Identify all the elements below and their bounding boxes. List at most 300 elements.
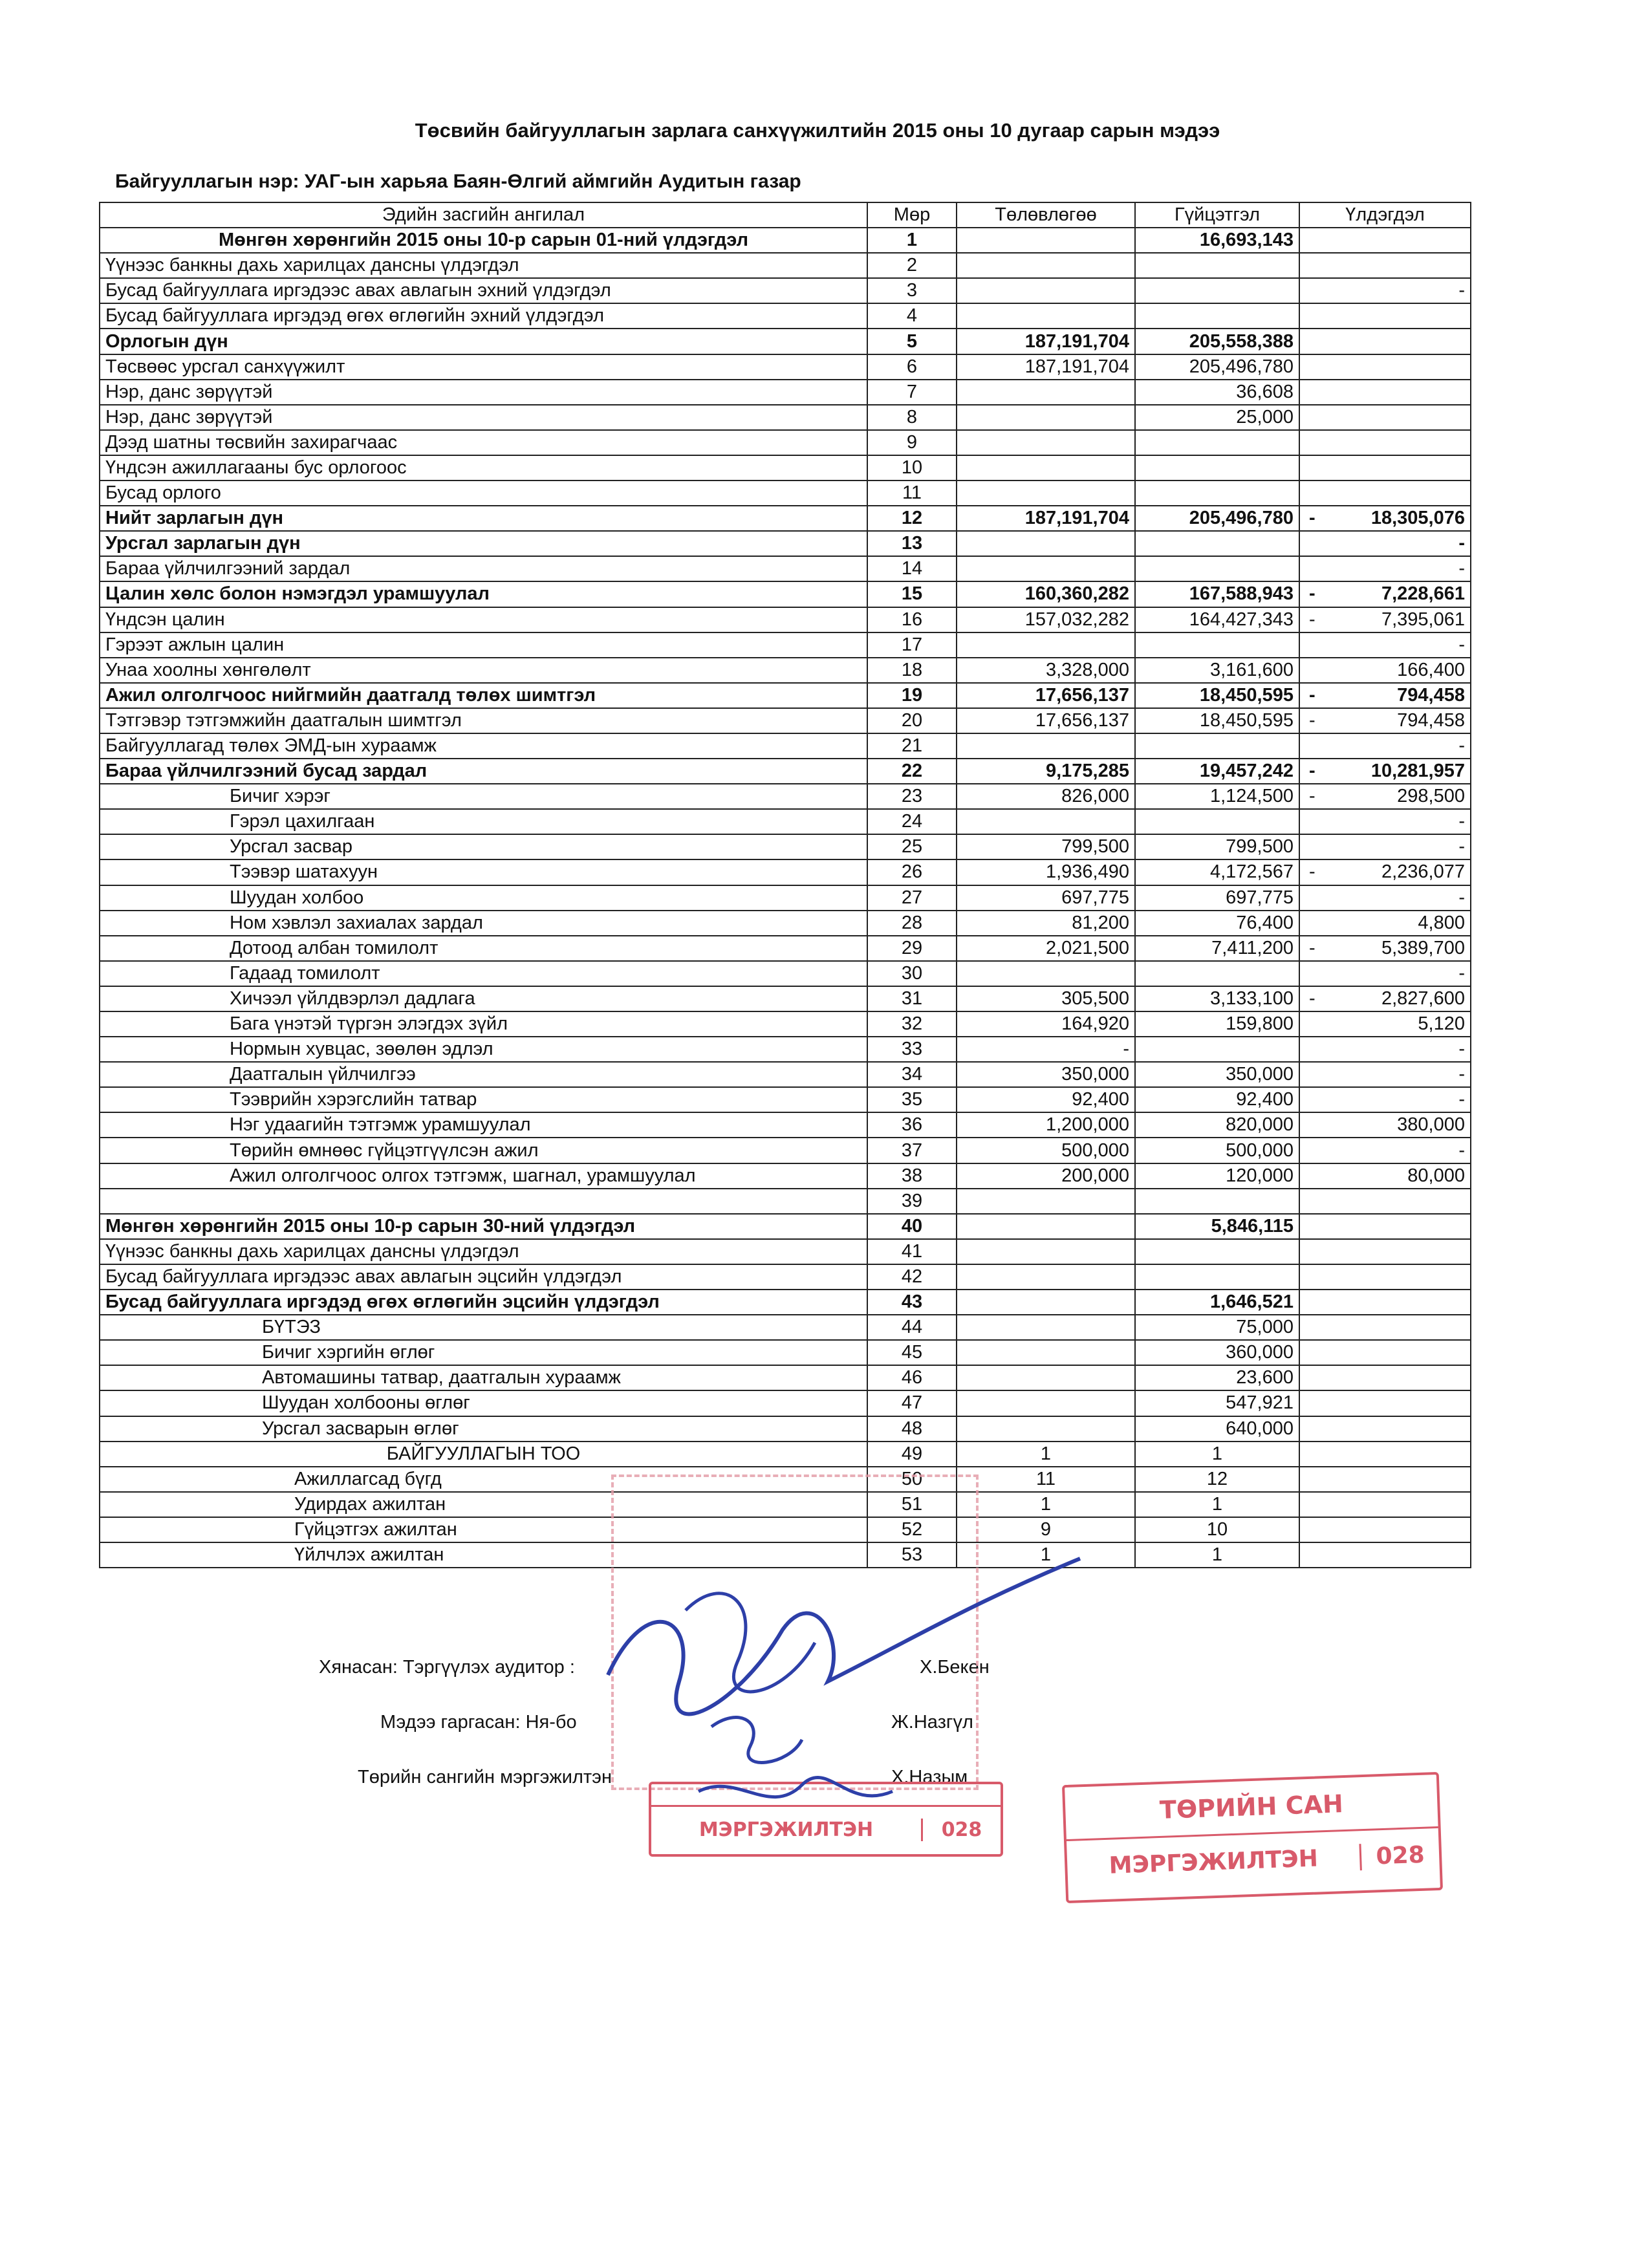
- stamp-large-top: ТӨРИЙН САН: [1159, 1789, 1344, 1824]
- table-row: [100, 809, 1471, 834]
- row-remainder: [1299, 986, 1471, 1011]
- row-category: Урсгал засвар: [100, 834, 867, 859]
- row-category: БҮТЭЗ: [100, 1315, 867, 1340]
- row-actual: 164,427,343: [1135, 607, 1299, 632]
- row-category: Автомашины татвар, даатгалын хураамж: [100, 1365, 867, 1390]
- row-number: 45: [867, 1340, 957, 1365]
- remainder-value: 7,395,061: [1381, 609, 1465, 630]
- remainder-value: -: [1458, 735, 1465, 757]
- table-row: [100, 936, 1471, 961]
- handwritten-signatures: [569, 1513, 1099, 1850]
- row-remainder: [1299, 253, 1471, 278]
- row-plan: [957, 253, 1135, 278]
- remainder-negative-mark: -: [1309, 684, 1316, 706]
- remainder-value: 10,281,957: [1370, 761, 1465, 782]
- row-number: 52: [867, 1517, 957, 1542]
- row-category: Нэр, данс зөрүүтэй: [100, 380, 867, 405]
- row-remainder: [1299, 708, 1471, 733]
- row-actual: 3,161,600: [1135, 658, 1299, 683]
- row-number: 44: [867, 1315, 957, 1340]
- row-remainder: [1299, 1189, 1471, 1214]
- row-category: Үндсэн цалин: [100, 607, 867, 632]
- table-row: [100, 1189, 1471, 1214]
- table-row: [100, 380, 1471, 405]
- row-category: Төрийн өмнөөс гүйцэтгүүлсэн ажил: [100, 1138, 867, 1163]
- row-plan: 200,000: [957, 1163, 1135, 1189]
- row-number: 39: [867, 1189, 957, 1214]
- header-plan: Төлөвлөгөө: [957, 202, 1135, 228]
- row-remainder: [1299, 581, 1471, 607]
- row-category: Урсгал засварын өглөг: [100, 1416, 867, 1442]
- remainder-value: -: [1458, 811, 1465, 832]
- row-remainder: [1299, 405, 1471, 430]
- row-plan: 81,200: [957, 911, 1135, 936]
- row-remainder: [1299, 531, 1471, 556]
- expense-table: [99, 202, 1471, 1568]
- row-remainder: [1299, 278, 1471, 303]
- row-category: БАЙГУУЛЛАГЫН ТОО: [100, 1442, 867, 1467]
- row-plan: 17,656,137: [957, 683, 1135, 708]
- row-actual: [1135, 1239, 1299, 1264]
- table-row: [100, 834, 1471, 859]
- remainder-negative-mark: -: [1309, 508, 1316, 529]
- row-category: Тээврийн хэрэгслийн татвар: [100, 1087, 867, 1112]
- row-actual: [1135, 481, 1299, 506]
- row-remainder: [1299, 228, 1471, 253]
- row-number: 53: [867, 1542, 957, 1568]
- row-number: 13: [867, 531, 957, 556]
- row-number: 26: [867, 859, 957, 885]
- remainder-value: -: [1458, 1064, 1465, 1085]
- row-actual: 1,124,500: [1135, 784, 1299, 809]
- row-number: 28: [867, 911, 957, 936]
- row-remainder: [1299, 303, 1471, 329]
- table-row: [100, 1315, 1471, 1340]
- row-plan: [957, 1290, 1135, 1315]
- row-actual: 159,800: [1135, 1011, 1299, 1037]
- remainder-value: 5,389,700: [1381, 937, 1465, 958]
- table-row: [100, 506, 1471, 531]
- row-number: 5: [867, 329, 957, 354]
- row-number: 46: [867, 1365, 957, 1390]
- row-plan: [957, 1390, 1135, 1416]
- header-remainder: Үлдэгдэл: [1299, 202, 1471, 228]
- row-number: 12: [867, 506, 957, 531]
- row-actual: 5,846,115: [1135, 1214, 1299, 1239]
- row-plan: [957, 455, 1135, 481]
- row-actual: 205,496,780: [1135, 354, 1299, 380]
- row-actual: [1135, 1264, 1299, 1290]
- row-plan: 799,500: [957, 834, 1135, 859]
- remainder-value: 7,228,661: [1381, 583, 1465, 605]
- table-row: [100, 1340, 1471, 1365]
- row-number: 50: [867, 1467, 957, 1492]
- row-remainder: [1299, 759, 1471, 784]
- row-category: Бичиг хэргийн өглөг: [100, 1340, 867, 1365]
- row-actual: [1135, 531, 1299, 556]
- row-category: Бусад байгууллага иргэдээс авах авлагын эхний үлдэгдэл: [100, 278, 867, 303]
- table-row: [100, 961, 1471, 986]
- table-row: [100, 1442, 1471, 1467]
- report-title: Төсвийн байгууллагын зарлага санхүүжилтийн 2015 оны 10 дугаар сарын мэдээ: [415, 119, 1220, 142]
- table-row: [100, 658, 1471, 683]
- row-number: 48: [867, 1416, 957, 1442]
- row-plan: [957, 380, 1135, 405]
- remainder-value: -: [1458, 558, 1465, 579]
- row-actual: [1135, 632, 1299, 658]
- row-category: Ажил олголгчоос нийгмийн даатгалд төлөх шимтгэл: [100, 683, 867, 708]
- table-row: [100, 1365, 1471, 1390]
- row-category: Дээд шатны төсвийн захирагчаас: [100, 430, 867, 455]
- row-remainder: [1299, 1037, 1471, 1062]
- table-row: [100, 581, 1471, 607]
- table-row: [100, 1062, 1471, 1087]
- row-remainder: [1299, 1062, 1471, 1087]
- row-number: 17: [867, 632, 957, 658]
- row-remainder: [1299, 1264, 1471, 1290]
- remainder-value: -: [1458, 533, 1465, 554]
- row-number: 29: [867, 936, 957, 961]
- row-remainder: [1299, 784, 1471, 809]
- row-remainder: [1299, 1214, 1471, 1239]
- row-actual: 350,000: [1135, 1062, 1299, 1087]
- row-actual: 1: [1135, 1442, 1299, 1467]
- row-plan: 17,656,137: [957, 708, 1135, 733]
- row-category: Байгууллагад төлөх ЭМД-ын хураамж: [100, 733, 867, 759]
- row-plan: 9,175,285: [957, 759, 1135, 784]
- remainder-negative-mark: -: [1309, 609, 1316, 630]
- row-remainder: [1299, 733, 1471, 759]
- row-actual: 640,000: [1135, 1416, 1299, 1442]
- row-category: Гэрэл цахилгаан: [100, 809, 867, 834]
- row-plan: [957, 278, 1135, 303]
- row-remainder: [1299, 1112, 1471, 1138]
- row-category: Нийт зарлагын дүн: [100, 506, 867, 531]
- row-number: 15: [867, 581, 957, 607]
- row-category: Үндсэн ажиллагааны бус орлогоос: [100, 455, 867, 481]
- row-remainder: [1299, 1087, 1471, 1112]
- row-plan: 1,200,000: [957, 1112, 1135, 1138]
- row-remainder: [1299, 455, 1471, 481]
- row-actual: 36,608: [1135, 380, 1299, 405]
- row-category: Ажил олголгчоос олгох тэтгэмж, шагнал, урамшуулал: [100, 1163, 867, 1189]
- row-actual: 16,693,143: [1135, 228, 1299, 253]
- row-actual: 820,000: [1135, 1112, 1299, 1138]
- table-row: [100, 531, 1471, 556]
- row-number: 19: [867, 683, 957, 708]
- row-plan: 160,360,282: [957, 581, 1135, 607]
- treasury-stamp-large: [1062, 1772, 1443, 1903]
- row-number: 51: [867, 1492, 957, 1517]
- row-category: Мөнгөн хөрөнгийн 2015 оны 10-р сарын 01-ний үлдэгдэл: [100, 228, 867, 253]
- row-category: Бичиг хэрэг: [100, 784, 867, 809]
- table-row: [100, 1390, 1471, 1416]
- row-plan: [957, 809, 1135, 834]
- row-remainder: [1299, 1163, 1471, 1189]
- row-plan: 92,400: [957, 1087, 1135, 1112]
- row-remainder: [1299, 354, 1471, 380]
- row-remainder: [1299, 1517, 1471, 1542]
- row-category: Удирдах ажилтан: [100, 1492, 867, 1517]
- table-row: [100, 354, 1471, 380]
- stamp-small-title: МЭРГЭЖИЛТЭН: [698, 1818, 874, 1841]
- row-actual: 7,411,200: [1135, 936, 1299, 961]
- table-row: [100, 759, 1471, 784]
- row-actual: [1135, 455, 1299, 481]
- row-remainder: [1299, 809, 1471, 834]
- remainder-negative-mark: -: [1309, 988, 1316, 1009]
- table-row: [100, 885, 1471, 911]
- row-actual: 697,775: [1135, 885, 1299, 911]
- row-plan: 157,032,282: [957, 607, 1135, 632]
- row-category: Шуудан холбоо: [100, 885, 867, 911]
- table-row: [100, 1112, 1471, 1138]
- row-actual: 205,496,780: [1135, 506, 1299, 531]
- remainder-negative-mark: -: [1309, 786, 1316, 807]
- row-number: 3: [867, 278, 957, 303]
- row-plan: 826,000: [957, 784, 1135, 809]
- row-actual: 12: [1135, 1467, 1299, 1492]
- row-number: 6: [867, 354, 957, 380]
- row-number: 42: [867, 1264, 957, 1290]
- table-row: [100, 1214, 1471, 1239]
- row-category: Цалин хөлс болон нэмэгдэл урамшуулал: [100, 581, 867, 607]
- remainder-negative-mark: -: [1309, 583, 1316, 605]
- header-category: Эдийн засгийн ангилал: [100, 202, 867, 228]
- row-actual: [1135, 303, 1299, 329]
- row-plan: 1: [957, 1492, 1135, 1517]
- row-number: 27: [867, 885, 957, 911]
- row-plan: [957, 1239, 1135, 1264]
- row-remainder: [1299, 329, 1471, 354]
- row-actual: [1135, 1037, 1299, 1062]
- row-actual: [1135, 556, 1299, 581]
- row-plan: [957, 1315, 1135, 1340]
- row-actual: 10: [1135, 1517, 1299, 1542]
- row-actual: 92,400: [1135, 1087, 1299, 1112]
- reviewer-role: Хянасан: Тэргүүлэх аудитор :: [319, 1657, 575, 1678]
- table-row: [100, 430, 1471, 455]
- row-remainder: [1299, 936, 1471, 961]
- row-category: Тэтгэвэр тэтгэмжийн даатгалын шимтгэл: [100, 708, 867, 733]
- preparer-name: Ж.Назгүл: [891, 1712, 973, 1733]
- treasury-role: Төрийн сангийн мэргэжилтэн: [358, 1767, 612, 1787]
- row-actual: 360,000: [1135, 1340, 1299, 1365]
- row-actual: [1135, 733, 1299, 759]
- remainder-value: 298,500: [1397, 786, 1465, 807]
- row-category: Ажиллагсад бүгд: [100, 1467, 867, 1492]
- row-category: Унаа хоолны хөнгөлөлт: [100, 658, 867, 683]
- row-actual: 120,000: [1135, 1163, 1299, 1189]
- row-number: 35: [867, 1087, 957, 1112]
- row-remainder: [1299, 1467, 1471, 1492]
- row-remainder: [1299, 1416, 1471, 1442]
- row-category: Гүйцэтгэх ажилтан: [100, 1517, 867, 1542]
- row-remainder: [1299, 1542, 1471, 1568]
- row-category: [100, 1189, 867, 1214]
- row-actual: 547,921: [1135, 1390, 1299, 1416]
- remainder-value: 380,000: [1397, 1114, 1465, 1136]
- row-number: 14: [867, 556, 957, 581]
- row-category: Урсгал зарлагын дүн: [100, 531, 867, 556]
- row-category: Нэг удаагийн тэтгэмж урамшуулал: [100, 1112, 867, 1138]
- row-plan: [957, 1189, 1135, 1214]
- row-actual: 1: [1135, 1492, 1299, 1517]
- row-plan: [957, 1214, 1135, 1239]
- row-plan: [957, 1264, 1135, 1290]
- row-remainder: [1299, 961, 1471, 986]
- preparer-role: Мэдээ гаргасан: Ня-бо: [380, 1712, 577, 1733]
- row-remainder: [1299, 1390, 1471, 1416]
- row-category: Төсвөөс урсгал санхүүжилт: [100, 354, 867, 380]
- row-plan: [957, 1340, 1135, 1365]
- row-plan: 3,328,000: [957, 658, 1135, 683]
- table-row: [100, 1163, 1471, 1189]
- row-category: Бараа үйлчилгээний зардал: [100, 556, 867, 581]
- stamp-large-title: МЭРГЭЖИЛТЭН: [1109, 1844, 1319, 1879]
- table-row: [100, 303, 1471, 329]
- row-plan: 164,920: [957, 1011, 1135, 1037]
- row-plan: 2,021,500: [957, 936, 1135, 961]
- row-actual: 25,000: [1135, 405, 1299, 430]
- row-plan: [957, 1416, 1135, 1442]
- row-plan: 9: [957, 1517, 1135, 1542]
- row-plan: 305,500: [957, 986, 1135, 1011]
- row-category: Нэр, данс зөрүүтэй: [100, 405, 867, 430]
- table-row: [100, 253, 1471, 278]
- row-category: Бусад орлого: [100, 481, 867, 506]
- table-row: [100, 784, 1471, 809]
- row-category: Шуудан холбооны өглөг: [100, 1390, 867, 1416]
- row-number: 23: [867, 784, 957, 809]
- row-remainder: [1299, 430, 1471, 455]
- row-category: Гадаад томилолт: [100, 961, 867, 986]
- row-actual: 167,588,943: [1135, 581, 1299, 607]
- remainder-value: -: [1458, 1089, 1465, 1110]
- row-actual: 1: [1135, 1542, 1299, 1568]
- row-number: 30: [867, 961, 957, 986]
- row-plan: 11: [957, 1467, 1135, 1492]
- remainder-value: 794,458: [1397, 709, 1465, 731]
- table-row: [100, 1011, 1471, 1037]
- row-plan: [957, 531, 1135, 556]
- row-number: 8: [867, 405, 957, 430]
- row-remainder: [1299, 911, 1471, 936]
- table-row: [100, 1264, 1471, 1290]
- row-remainder: [1299, 859, 1471, 885]
- row-category: Даатгалын үйлчилгээ: [100, 1062, 867, 1087]
- row-category: Үүнээс банкны дахь харилцах дансны үлдэгдэл: [100, 253, 867, 278]
- table-body: [100, 228, 1471, 1568]
- remainder-value: 18,305,076: [1370, 508, 1465, 529]
- table-row: [100, 1087, 1471, 1112]
- remainder-negative-mark: -: [1309, 709, 1316, 731]
- row-category: Үйлчлэх ажилтан: [100, 1542, 867, 1568]
- row-number: 38: [867, 1163, 957, 1189]
- row-actual: [1135, 253, 1299, 278]
- row-number: 2: [867, 253, 957, 278]
- remainder-value: 2,236,077: [1381, 861, 1465, 883]
- row-number: 34: [867, 1062, 957, 1087]
- row-actual: [1135, 1189, 1299, 1214]
- row-number: 10: [867, 455, 957, 481]
- row-plan: 500,000: [957, 1138, 1135, 1163]
- stamp-large-code: 028: [1359, 1841, 1439, 1870]
- table-row: [100, 607, 1471, 632]
- row-remainder: [1299, 380, 1471, 405]
- row-actual: 76,400: [1135, 911, 1299, 936]
- row-remainder: [1299, 1239, 1471, 1264]
- table-row: [100, 481, 1471, 506]
- row-category: Бусад байгууллага иргэдэд өгөх өглөгийн эхний үлдэгдэл: [100, 303, 867, 329]
- row-remainder: [1299, 632, 1471, 658]
- row-remainder: [1299, 683, 1471, 708]
- row-actual: [1135, 430, 1299, 455]
- row-actual: 1,646,521: [1135, 1290, 1299, 1315]
- row-category: Гэрээт ажлын цалин: [100, 632, 867, 658]
- row-remainder: [1299, 1365, 1471, 1390]
- row-number: 47: [867, 1390, 957, 1416]
- row-category: Бараа үйлчилгээний бусад зардал: [100, 759, 867, 784]
- row-number: 31: [867, 986, 957, 1011]
- row-plan: [957, 632, 1135, 658]
- row-remainder: [1299, 1011, 1471, 1037]
- row-actual: 23,600: [1135, 1365, 1299, 1390]
- table-row: [100, 683, 1471, 708]
- row-number: 25: [867, 834, 957, 859]
- row-remainder: [1299, 607, 1471, 632]
- row-number: 20: [867, 708, 957, 733]
- table-row: [100, 278, 1471, 303]
- row-remainder: [1299, 658, 1471, 683]
- remainder-value: -: [1458, 887, 1465, 908]
- row-plan: [957, 733, 1135, 759]
- row-plan: [957, 405, 1135, 430]
- row-number: 37: [867, 1138, 957, 1163]
- remainder-value: 166,400: [1397, 659, 1465, 680]
- row-remainder: [1299, 1290, 1471, 1315]
- row-actual: 4,172,567: [1135, 859, 1299, 885]
- row-actual: 18,450,595: [1135, 708, 1299, 733]
- table-row: [100, 986, 1471, 1011]
- row-remainder: [1299, 1442, 1471, 1467]
- row-plan: [957, 556, 1135, 581]
- row-actual: 19,457,242: [1135, 759, 1299, 784]
- table-row: [100, 556, 1471, 581]
- row-remainder: [1299, 506, 1471, 531]
- row-category: Хичээл үйлдвэрлэл дадлага: [100, 986, 867, 1011]
- row-category: Нормын хувцас, зөөлөн эдлэл: [100, 1037, 867, 1062]
- table-row: [100, 1138, 1471, 1163]
- remainder-value: 5,120: [1418, 1013, 1465, 1035]
- row-number: 21: [867, 733, 957, 759]
- table-row: [100, 228, 1471, 253]
- row-number: 40: [867, 1214, 957, 1239]
- row-category: Бусад байгууллага иргэдээс авах авлагын эцсийн үлдэгдэл: [100, 1264, 867, 1290]
- table-row: [100, 1037, 1471, 1062]
- row-number: 1: [867, 228, 957, 253]
- row-actual: 75,000: [1135, 1315, 1299, 1340]
- row-number: 16: [867, 607, 957, 632]
- row-remainder: [1299, 1492, 1471, 1517]
- row-plan: 187,191,704: [957, 329, 1135, 354]
- row-actual: 3,133,100: [1135, 986, 1299, 1011]
- remainder-value: -: [1458, 1039, 1465, 1060]
- table-row: [100, 405, 1471, 430]
- row-remainder: [1299, 1340, 1471, 1365]
- row-category: Үүнээс банкны дахь харилцах дансны үлдэгдэл: [100, 1239, 867, 1264]
- row-plan: 187,191,704: [957, 506, 1135, 531]
